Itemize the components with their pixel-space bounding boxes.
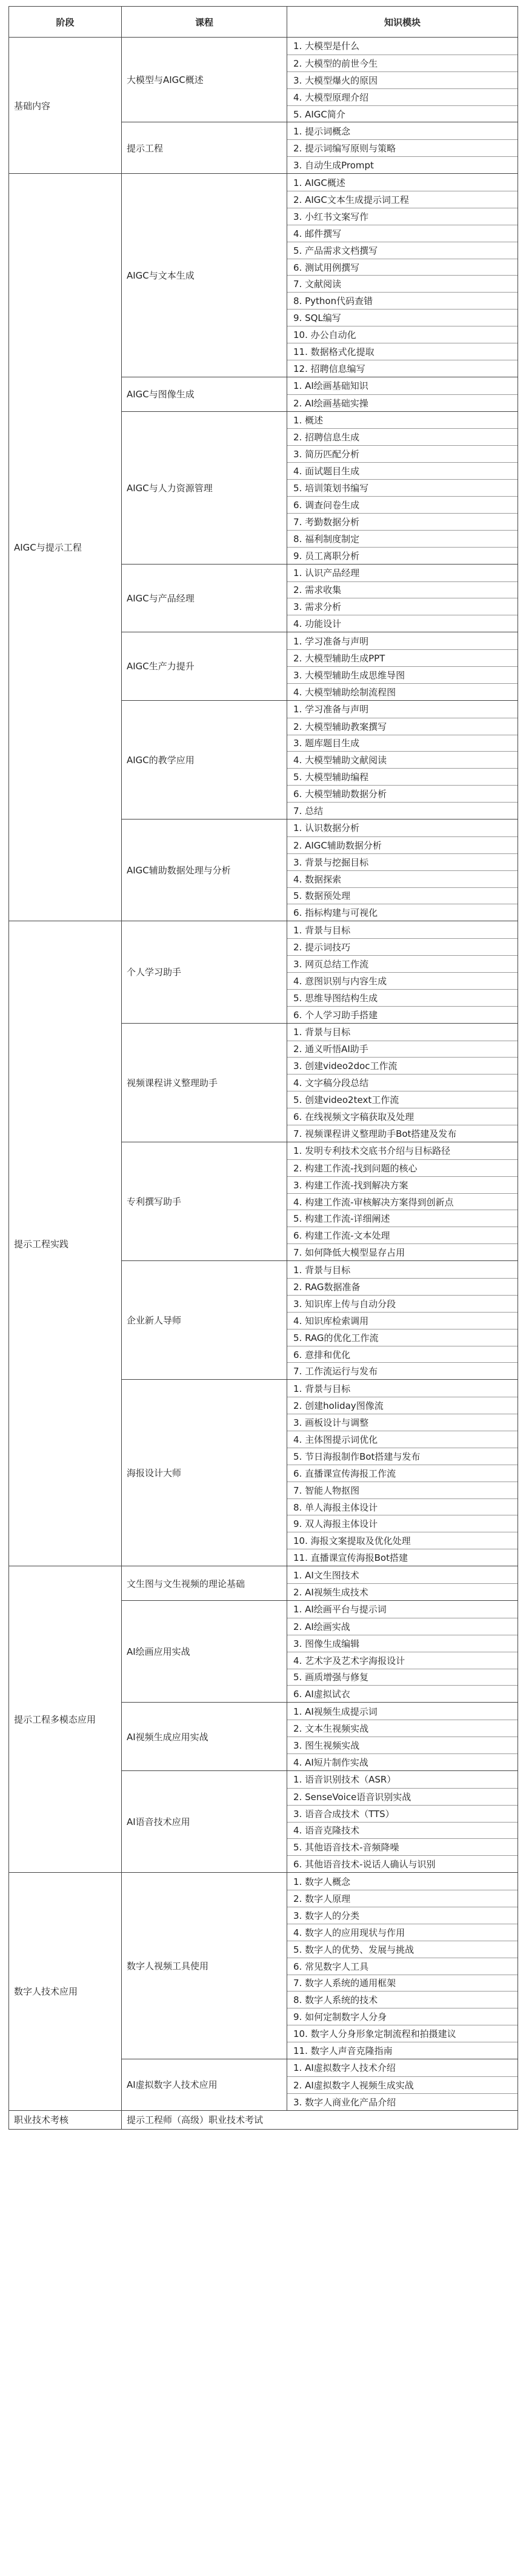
- module-item: 4. 功能设计: [287, 615, 518, 632]
- module-item: 1. 大模型是什么: [293, 41, 360, 52]
- stage-cell: AIGC与提示工程: [9, 174, 122, 921]
- module-item: 10. 海报文案提取及优化处理: [287, 1532, 518, 1549]
- course-cell: AIGC与图像生成: [122, 377, 287, 411]
- module-item: 7. 智能人物抠图: [287, 1482, 518, 1498]
- course-cell: 海报设计大师: [122, 1380, 287, 1566]
- course-cell: AI视频生成应用实战: [122, 1703, 287, 1771]
- module-item: 2. 大模型辅助生成PPT: [287, 649, 518, 666]
- module-item: 5. 创建video2text工作流: [287, 1091, 518, 1108]
- module-item: 4. 数字人的应用现状与作用: [287, 1924, 518, 1941]
- module-item: 6. 测试用例撰写: [287, 259, 518, 276]
- module-item: 3. 图像生成编辑: [287, 1635, 518, 1652]
- module-item: 8. 福利制度制定: [287, 530, 518, 547]
- module-cell: [287, 1142, 518, 1260]
- module-item: 2. RAG数据准备: [287, 1278, 518, 1295]
- module-item: 1. 概述: [293, 415, 324, 426]
- module-item: 3. 背景与挖掘目标: [287, 853, 518, 870]
- module-item: 7. 考勤数据分析: [287, 513, 518, 530]
- table-row: [9, 174, 518, 377]
- module-item: 2. 招聘信息生成: [287, 428, 518, 445]
- module-item: 4. 文字稿分段总结: [287, 1074, 518, 1091]
- module-item: 3. 构建工作流-找到解决方案: [287, 1176, 518, 1193]
- module-item: 12. 招聘信息编写: [287, 360, 518, 377]
- module-item: 3. 小红书文案写作: [287, 208, 518, 225]
- module-item: 11. 数据格式化提取: [287, 343, 518, 360]
- module-item: 4. 面试题目生成: [287, 462, 518, 479]
- module-item: 8. Python代码查错: [287, 292, 518, 309]
- module-item: 4. 主体图提示词优化: [287, 1431, 518, 1448]
- module-cell: [287, 2059, 518, 2110]
- module-item: 10. 办公自动化: [287, 326, 518, 343]
- stage-cell: 提示工程多模态应用: [9, 1566, 122, 1873]
- module-item: 3. 语音合成技术（TTS）: [287, 1805, 518, 1822]
- module-item: 7. 总结: [287, 802, 518, 819]
- module-item: 1. AIGC概述: [293, 177, 345, 188]
- module-item: 11. 数字人声音克隆指南: [287, 2042, 518, 2059]
- module-cell: [287, 1023, 518, 1142]
- module-cell: [287, 1873, 518, 2059]
- module-item: 2. 创建holiday图像流: [287, 1397, 518, 1414]
- module-item: 3. 画板设计与调整: [287, 1414, 518, 1431]
- module-item: 1. 背景与目标: [293, 1027, 351, 1038]
- module-item: 3. 大模型辅助生成思维导图: [287, 666, 518, 683]
- module-item: 4. 数据探索: [287, 870, 518, 887]
- module-cell: [287, 564, 518, 632]
- module-item: 6. AI虚拟试衣: [287, 1685, 518, 1702]
- module-item: 4. 大模型辅助文献阅读: [287, 751, 518, 768]
- module-item: 2. 文本生视频实战: [287, 1720, 518, 1737]
- footer-row: [9, 2110, 518, 2129]
- module-item: 6. 大模型辅助数据分析: [287, 785, 518, 802]
- module-item: 7. 视频课程讲义整理助手Bot搭建及发布: [287, 1125, 518, 1142]
- module-item: 1. 背景与目标: [293, 1383, 351, 1394]
- module-item: 2. 数字人原理: [287, 1890, 518, 1907]
- module-cell: [287, 174, 518, 377]
- footer-stage-cell: 职业技术考核: [9, 2110, 122, 2129]
- module-item: 6. 在线视频文字稿获取及处理: [287, 1108, 518, 1125]
- module-item: 3. 简历匹配分析: [287, 445, 518, 462]
- module-item: 2. AI绘画基础实操: [287, 394, 518, 411]
- course-cell: AI绘画应用实战: [122, 1600, 287, 1702]
- course-cell: 大模型与AIGC概述: [122, 38, 287, 122]
- module-item: 2. AI视频生成技术: [287, 1583, 518, 1600]
- module-item: 7. 文献阅读: [287, 275, 518, 292]
- module-item: 9. 双人海报主体设计: [287, 1515, 518, 1532]
- module-item: 5. 构建工作流-详细阐述: [287, 1210, 518, 1227]
- header-course: 课程: [122, 7, 287, 38]
- module-item: 1. 数字人概念: [293, 1876, 351, 1887]
- course-cell: AIGC生产力提升: [122, 632, 287, 701]
- module-item: 5. 画质增强与修复: [287, 1669, 518, 1686]
- module-item: 6. 构建工作流-文本处理: [287, 1227, 518, 1243]
- stage-cell: 提示工程实践: [9, 921, 122, 1566]
- module-item: 9. 如何定制数字人分身: [287, 2008, 518, 2025]
- module-item: 5. 数据预处理: [287, 887, 518, 904]
- table-row: [9, 38, 518, 122]
- curriculum-table: [8, 6, 518, 2130]
- module-item: 7. 工作流运行与发布: [287, 1362, 518, 1379]
- module-item: 1. AI绘画平台与提示词: [293, 1604, 387, 1615]
- module-item: 4. 艺术字及艺术字海报设计: [287, 1652, 518, 1669]
- module-item: 4. 大模型原理介绍: [287, 88, 518, 105]
- module-cell: [287, 1770, 518, 1872]
- module-item: 7. 数字人系统的通用框架: [287, 1975, 518, 1992]
- module-item: 6. 个人学习助手搭建: [287, 1006, 518, 1023]
- module-item: 9. SQL编写: [287, 309, 518, 326]
- module-item: 1. 学习准备与声明: [293, 704, 369, 715]
- module-item: 5. 思维导图结构生成: [287, 989, 518, 1006]
- module-item: 2. 提示词编写原则与策略: [287, 139, 518, 156]
- module-item: 5. 大模型辅助编程: [287, 768, 518, 785]
- module-cell: [287, 411, 518, 564]
- module-cell: [287, 819, 518, 921]
- module-item: 2. 构建工作流-找到问题的核心: [287, 1159, 518, 1176]
- module-cell: [287, 632, 518, 701]
- module-item: 3. 图生视频实战: [287, 1737, 518, 1753]
- module-item: 2. 大模型的前世今生: [287, 55, 518, 71]
- course-cell: 提示工程: [122, 122, 287, 174]
- module-item: 3. 大模型爆火的原因: [287, 71, 518, 88]
- module-item: 1. 语音识别技术（ASR）: [293, 1774, 396, 1786]
- table-row: [9, 1566, 518, 1601]
- module-item: 6. 调查问卷生成: [287, 496, 518, 513]
- module-item: 1. 提示词概念: [293, 125, 351, 137]
- header-module: 知识模块: [287, 7, 518, 38]
- module-item: 2. 大模型辅助教案撰写: [287, 718, 518, 735]
- course-cell: AI虚拟数字人技术应用: [122, 2059, 287, 2110]
- module-item: 10. 数字人分身形象定制流程和拍摄建议: [287, 2025, 518, 2042]
- course-cell: AI语音技术应用: [122, 1770, 287, 1872]
- module-item: 4. 大模型辅助绘制流程图: [287, 683, 518, 700]
- module-item: 1. AI文生图技术: [293, 1569, 359, 1581]
- module-cell: [287, 1566, 518, 1601]
- module-item: 1. 背景与目标: [293, 924, 351, 936]
- module-item: 2. 通义听悟AI助手: [287, 1041, 518, 1058]
- module-item: 5. 产品需求文档撰写: [287, 242, 518, 259]
- module-cell: [287, 1261, 518, 1380]
- course-cell: 专利撰写助手: [122, 1142, 287, 1260]
- module-item: 1. 认识产品经理: [293, 568, 360, 579]
- stage-cell: 基础内容: [9, 38, 122, 174]
- module-item: 2. AIGC文本生成提示词工程: [287, 191, 518, 208]
- module-item: 4. 知识库检索调用: [287, 1312, 518, 1329]
- module-item: 3. 知识库上传与自动分段: [287, 1295, 518, 1312]
- module-item: 1. AI视频生成提示词: [293, 1706, 378, 1717]
- module-item: 11. 直播课宣传海报Bot搭建: [287, 1549, 518, 1566]
- module-item: 8. 单人海报主体设计: [287, 1498, 518, 1515]
- module-item: 3. 数字人的分类: [287, 1907, 518, 1924]
- module-item: 4. AI短片制作实战: [287, 1753, 518, 1770]
- module-cell: [287, 1703, 518, 1771]
- module-item: 2. SenseVoice语音识别实战: [287, 1788, 518, 1805]
- module-item: 4. 语音克隆技术: [287, 1822, 518, 1839]
- module-item: 1. 认识数据分析: [293, 823, 360, 834]
- course-cell: AIGC与人力资源管理: [122, 411, 287, 564]
- module-cell: [287, 1380, 518, 1566]
- course-cell: AIGC的教学应用: [122, 700, 287, 819]
- module-item: 3. 需求分析: [287, 598, 518, 615]
- module-item: 6. 常见数字人工具: [287, 1958, 518, 1975]
- module-item: 6. 直播课宣传海报工作流: [287, 1465, 518, 1482]
- module-item: 2. AI绘画实战: [287, 1618, 518, 1635]
- module-cell: [287, 377, 518, 411]
- module-item: 5. AIGC简介: [287, 105, 518, 122]
- module-item: 5. 数字人的优势、发展与挑战: [287, 1941, 518, 1958]
- module-item: 5. 其他语音技术-音频降噪: [287, 1838, 518, 1855]
- course-cell: 个人学习助手: [122, 921, 287, 1023]
- module-item: 7. 如何降低大模型显存占用: [287, 1243, 518, 1260]
- module-item: 2. AIGC辅助数据分析: [287, 836, 518, 853]
- module-item: 3. 自动生成Prompt: [287, 156, 518, 173]
- module-item: 3. 题库题目生成: [287, 735, 518, 752]
- module-item: 1. 学习准备与声明: [293, 635, 369, 647]
- stage-cell: 数字人技术应用: [9, 1873, 122, 2110]
- module-item: 3. 数字人商业化产品介绍: [287, 2093, 518, 2110]
- module-cell: [287, 122, 518, 174]
- module-cell: [287, 921, 518, 1023]
- module-item: 5. 节日海报制作Bot搭建与发布: [287, 1448, 518, 1465]
- module-item: 4. 构建工作流-审核解决方案得到创新点: [287, 1193, 518, 1210]
- module-item: 4. 意图识别与内容生成: [287, 972, 518, 989]
- table-row: [9, 1873, 518, 2059]
- module-item: 6. 指标构建与可视化: [287, 904, 518, 921]
- module-cell: [287, 38, 518, 122]
- course-cell: AIGC与文本生成: [122, 174, 287, 377]
- module-cell: [287, 1600, 518, 1702]
- course-cell: AIGC辅助数据处理与分析: [122, 819, 287, 921]
- module-item: 9. 员工离职分析: [287, 547, 518, 564]
- course-cell: 文生图与文生视频的理论基础: [122, 1566, 287, 1601]
- module-item: 3. 创建video2doc工作流: [287, 1057, 518, 1074]
- header-stage: 阶段: [9, 7, 122, 38]
- course-cell: 视频课程讲义整理助手: [122, 1023, 287, 1142]
- curriculum-table-wrapper: [8, 6, 518, 2130]
- table-header-row: [9, 7, 518, 38]
- course-cell: AIGC与产品经理: [122, 564, 287, 632]
- module-item: 6. 其他语音技术-说话人确认与识别: [287, 1855, 518, 1872]
- module-item: 5. RAG的优化工作流: [287, 1329, 518, 1346]
- module-item: 2. 需求收集: [287, 581, 518, 598]
- table-row: [9, 921, 518, 1023]
- table-body: [9, 38, 518, 2130]
- module-item: 1. AI绘画基础知识: [293, 380, 368, 392]
- course-cell: 数字人视频工具使用: [122, 1873, 287, 2059]
- module-item: 3. 网页总结工作流: [287, 955, 518, 972]
- module-item: 8. 数字人系统的技术: [287, 1991, 518, 2008]
- module-item: 2. AI虚拟数字人视频生成实战: [287, 2076, 518, 2093]
- module-item: 4. 邮件撰写: [287, 225, 518, 242]
- module-item: 6. 意排和优化: [287, 1346, 518, 1363]
- module-item: 1. 背景与目标: [293, 1264, 351, 1276]
- module-item: 5. 培训策划书编写: [287, 479, 518, 496]
- module-cell: [287, 700, 518, 819]
- footer-content-cell: 提示工程师（高级）职业技术考试: [122, 2110, 518, 2129]
- module-item: 2. 提示词技巧: [287, 938, 518, 955]
- module-item: 1. AI虚拟数字人技术介绍: [293, 2062, 396, 2074]
- course-cell: 企业新人导师: [122, 1261, 287, 1380]
- module-item: 1. 发明专利技术交底书介绍与目标路径: [293, 1145, 451, 1157]
